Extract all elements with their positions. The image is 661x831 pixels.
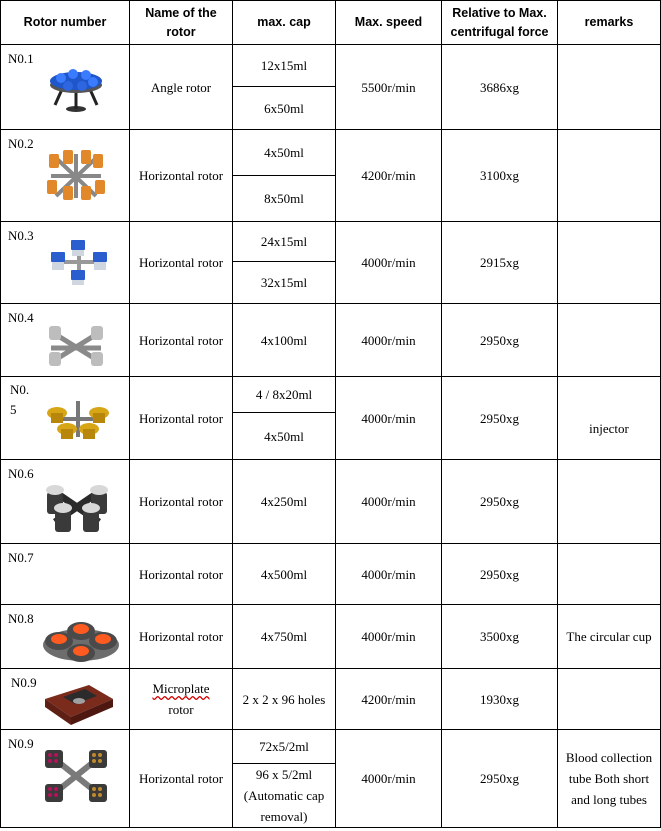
rotor-number-cell <box>1 460 130 544</box>
remarks <box>558 222 661 304</box>
max-cap: 4x50ml <box>233 130 336 176</box>
max-cap: 72x5/2ml <box>233 730 336 764</box>
max-cap: 8x50ml <box>233 176 336 222</box>
rotor-name-line1: Microplate <box>152 681 210 696</box>
max-speed: 4200r/min <box>336 130 442 222</box>
max-cap: 6x50ml <box>233 87 336 130</box>
horizontal-rotor-image <box>43 395 113 443</box>
horizontal-rotor-image <box>43 318 109 374</box>
rotor-name <box>130 669 233 730</box>
rotor-number-cell <box>1 45 130 130</box>
rcf-value: 2915xg <box>442 222 558 304</box>
horizontal-rotor-image <box>41 472 113 538</box>
rotor-number: N0. 5 <box>10 382 30 417</box>
header-max-speed: Max. speed <box>336 1 442 45</box>
rotor-name: Horizontal rotor <box>130 460 233 544</box>
rotor-number: N0.9 <box>8 736 34 751</box>
rotor-number: N0.1 <box>8 51 34 66</box>
header-rotor-name: Name of the rotor <box>130 1 233 45</box>
header-remarks: remarks <box>558 1 661 45</box>
max-cap: 4x750ml <box>233 605 336 669</box>
max-cap: 4x100ml <box>233 304 336 377</box>
rotor-number-cell <box>1 605 130 669</box>
rotor-number-cell <box>1 377 130 460</box>
microplate-rotor-image <box>41 677 117 725</box>
remarks <box>558 45 661 130</box>
horizontal-rotor-image <box>41 744 111 806</box>
rotor-name: Horizontal rotor <box>130 730 233 828</box>
rotor-name-line2: rotor <box>168 702 194 717</box>
max-cap: 4 / 8x20ml <box>233 377 336 413</box>
rotor-number: N0.7 <box>8 550 34 565</box>
rotor-number-cell <box>1 130 130 222</box>
max-speed: 4000r/min <box>336 222 442 304</box>
horizontal-rotor-image <box>41 146 111 208</box>
rotor-number: N0.8 <box>8 611 34 626</box>
max-cap: 96 x 5/2ml (Automatic cap removal) <box>233 764 336 828</box>
remarks <box>558 460 661 544</box>
rotor-name: Horizontal rotor <box>130 130 233 222</box>
remarks <box>558 669 661 730</box>
max-speed: 4000r/min <box>336 304 442 377</box>
rotor-name: Angle rotor <box>130 45 233 130</box>
max-cap: 2 x 2 x 96 holes <box>233 669 336 730</box>
rcf-value: 2950xg <box>442 377 558 460</box>
rotor-number: N0.9 <box>11 675 37 690</box>
rotor-number-cell <box>1 222 130 304</box>
rotor-name: Horizontal rotor <box>130 605 233 669</box>
rotor-name: Horizontal rotor <box>130 544 233 605</box>
rotor-name: Horizontal rotor <box>130 304 233 377</box>
rotor-number: N0.4 <box>8 310 34 325</box>
rcf-value: 3500xg <box>442 605 558 669</box>
remarks <box>558 130 661 222</box>
rotor-number: N0.6 <box>8 466 34 481</box>
remarks: Blood collection tube Both short and long tubes <box>558 730 661 828</box>
max-cap: 12x15ml <box>233 45 336 87</box>
angle-rotor-image <box>41 59 111 117</box>
max-cap: 4x50ml <box>233 413 336 460</box>
rotor-name: Horizontal rotor <box>130 222 233 304</box>
max-speed: 5500r/min <box>336 45 442 130</box>
rcf-value: 2950xg <box>442 730 558 828</box>
remarks: The circular cup <box>558 605 661 669</box>
horizontal-rotor-image <box>39 615 123 665</box>
rcf-value: 2950xg <box>442 544 558 605</box>
max-speed: 4000r/min <box>336 377 442 460</box>
header-rcf: Relative to Max. centrifugal force <box>442 1 558 45</box>
rcf-value: 2950xg <box>442 304 558 377</box>
header-max-cap: max. cap <box>233 1 336 45</box>
max-speed: 4000r/min <box>336 460 442 544</box>
header-rotor-number: Rotor number <box>1 1 130 45</box>
rotor-number: N0.2 <box>8 136 34 151</box>
remarks <box>558 304 661 377</box>
rcf-value: 2950xg <box>442 460 558 544</box>
rotor-number-cell <box>1 304 130 377</box>
max-cap: 4x500ml <box>233 544 336 605</box>
horizontal-rotor-image <box>49 238 109 286</box>
remarks <box>558 544 661 605</box>
rcf-value: 3100xg <box>442 130 558 222</box>
rotor-number: N0.3 <box>8 228 34 243</box>
max-cap: 4x250ml <box>233 460 336 544</box>
rotor-number-cell <box>1 669 130 730</box>
max-speed: 4000r/min <box>336 544 442 605</box>
rcf-value: 1930xg <box>442 669 558 730</box>
remarks: injector <box>558 377 661 460</box>
max-speed: 4000r/min <box>336 730 442 828</box>
rotor-name: Horizontal rotor <box>130 377 233 460</box>
rcf-value: 3686xg <box>442 45 558 130</box>
rotor-number-cell <box>1 730 130 828</box>
rotor-number-cell <box>1 544 130 605</box>
max-cap: 24x15ml <box>233 222 336 262</box>
max-cap: 32x15ml <box>233 262 336 304</box>
max-speed: 4000r/min <box>336 605 442 669</box>
max-speed: 4200r/min <box>336 669 442 730</box>
